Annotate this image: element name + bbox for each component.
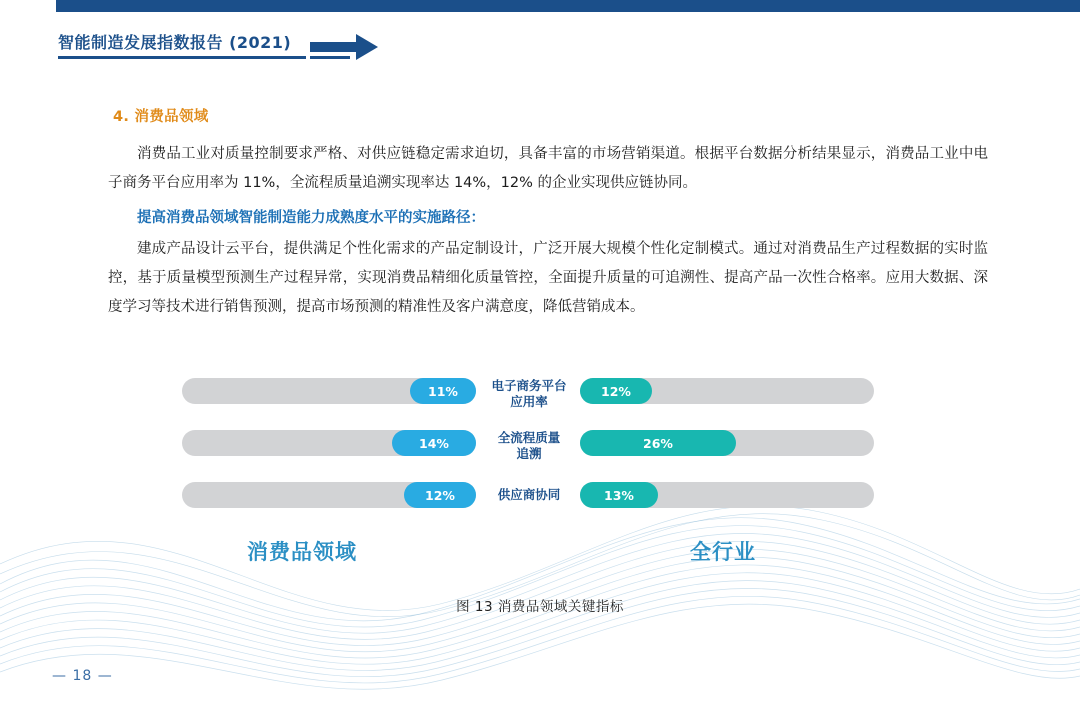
bar-right-1	[580, 378, 652, 404]
bar-left-3	[404, 482, 476, 508]
bar-left-1	[410, 378, 476, 404]
category-label-2: 全流程质量 追溯	[497, 430, 561, 461]
legend-item-consumer: 消费品领域	[247, 539, 357, 564]
bar-right-3-label: 13%	[604, 487, 634, 503]
paragraph-1: 消费品工业对质量控制要求严格、对供应链稳定需求迫切，具备丰富的市场营销渠道。根据平台数据分析结果显示，消费品工业中电子商务平台应用率为 11%，全流程质量追溯实现率达 14%，12% 的企业实现供应链协同。	[108, 146, 988, 191]
chart-legend	[0, 536, 1080, 570]
bar-left-3-label: 12%	[425, 487, 455, 503]
page-header	[0, 0, 1080, 84]
category-label-3: 供应商协同	[497, 487, 561, 502]
bar-left-2-label: 14%	[419, 435, 449, 451]
section-heading: 4. 消费品领域	[113, 109, 209, 125]
track-right-3	[580, 482, 874, 508]
chart-row-3	[0, 482, 1080, 512]
header-underline	[58, 56, 306, 59]
track-right-1	[580, 378, 874, 404]
bar-right-1-label: 12%	[601, 383, 631, 399]
header-top-bar	[56, 0, 1080, 12]
report-title: 智能制造发展指数报告 (2021)	[58, 33, 292, 52]
bar-right-2	[580, 430, 736, 456]
paragraph-2: 建成产品设计云平台，提供满足个性化需求的产品定制设计，广泛开展大规模个性化定制模式。通过对消费品生产过程数据的实时监控，基于质量模型预测生产过程异常，实现消费品精细化质量管控，全面提升质量的可追溯性、提高产品一次性合格率。应用大数据、深度学习等技术进行销售预测，提高市场预测的精准性及客户满意度，降低营销成本。	[108, 241, 988, 315]
bar-chart	[0, 368, 1080, 578]
bar-left-2	[392, 430, 476, 456]
legend-item-allindustry: 全行业	[690, 539, 756, 564]
track-left-2	[182, 430, 476, 456]
category-label-1: 电子商务平台 应用率	[491, 378, 567, 409]
chart-row-2	[0, 430, 1080, 460]
header-title-wrap	[58, 30, 291, 53]
article-content	[108, 105, 988, 328]
figure-caption: 图 13 消费品领域关键指标	[456, 599, 624, 615]
bar-right-2-label: 26%	[643, 435, 673, 451]
bar-right-3	[580, 482, 658, 508]
bar-left-1-label: 11%	[428, 383, 458, 399]
track-left-1	[182, 378, 476, 404]
chart-row-1	[0, 378, 1080, 408]
page-number: — 18 —	[52, 668, 113, 684]
track-right-2	[580, 430, 874, 456]
track-left-3	[182, 482, 476, 508]
section-subheading: 提高消费品领域智能制造能力成熟度水平的实施路径：	[137, 210, 485, 226]
